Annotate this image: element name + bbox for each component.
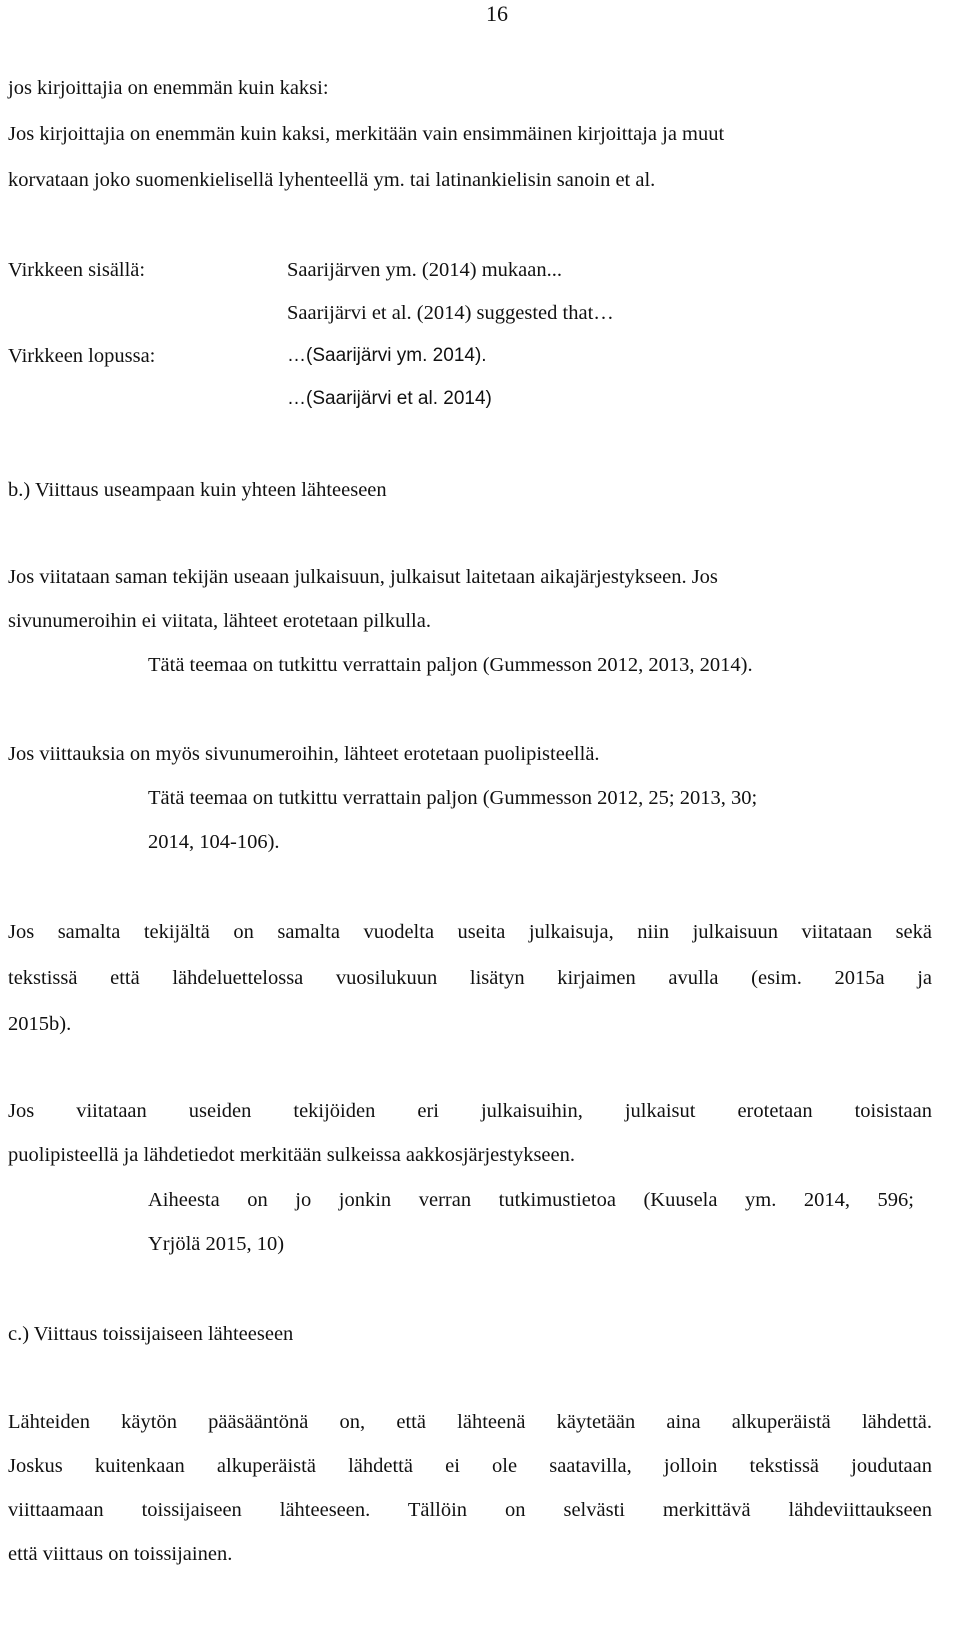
paragraph-line: viittaamaan toissijaiseen lähteeseen. Tällöin on selvästi merkittävä lähdeviittaukseen — [8, 1499, 932, 1521]
paragraph-line: Jos viitataan saman tekijän useaan julkaisuun, julkaisut laitetaan aikajärjestykseen. Jos — [8, 566, 718, 588]
citation-example: …(Saarijärvi et al. 2014) — [287, 388, 492, 409]
paragraph-line: korvataan joko suomenkielisellä lyhenteellä ym. tai latinankielisin sanoin et al. — [8, 169, 656, 191]
citation-example: 2014, 104-106). — [148, 831, 280, 853]
paragraph-line: Jos samalta tekijältä on samalta vuodelta useita julkaisuja, niin julkaisuun viitataan sekä — [8, 921, 932, 943]
mid-sentence-label: Virkkeen sisällä: — [8, 259, 146, 281]
paragraph-line: Jos kirjoittajia on enemmän kuin kaksi, merkitään vain ensimmäinen kirjoittaja ja muut — [8, 123, 725, 145]
citation-example: Aiheesta on jo jonkin verran tutkimustietoa (Kuusela ym. 2014, 596; — [148, 1189, 914, 1211]
paragraph-line: tekstissä että lähdeluettelossa vuosilukuun lisätyn kirjaimen avulla (esim. 2015a ja — [8, 967, 932, 989]
paragraph-line: että viittaus on toissijainen. — [8, 1543, 233, 1565]
citation-example: Tätä teemaa on tutkittu verrattain paljon (Gummesson 2012, 25; 2013, 30; — [148, 787, 758, 809]
paragraph-line: sivunumeroihin ei viitata, lähteet erotetaan pilkulla. — [8, 610, 431, 632]
citation-example: …(Saarijärvi ym. 2014). — [287, 345, 487, 366]
section-b-heading: b.) Viittaus useampaan kuin yhteen lähteeseen — [8, 479, 387, 501]
citation-example: Saarijärvi et al. (2014) suggested that… — [287, 302, 614, 324]
paragraph-line: Jos viitataan useiden tekijöiden eri julkaisuihin, julkaisut erotetaan toisistaan — [8, 1100, 932, 1122]
paragraph-line: 2015b). — [8, 1013, 72, 1035]
paragraph-line: Joskus kuitenkaan alkuperäistä lähdettä ei ole saatavilla, jolloin tekstissä joudutaan — [8, 1455, 932, 1477]
section-a-heading: jos kirjoittajia on enemmän kuin kaksi: — [8, 77, 329, 99]
citation-example: Saarijärven ym. (2014) mukaan... — [287, 259, 562, 281]
citation-example: Tätä teemaa on tutkittu verrattain paljon (Gummesson 2012, 2013, 2014). — [148, 654, 753, 676]
paragraph-line: Lähteiden käytön pääsääntönä on, että lähteenä käytetään aina alkuperäistä lähdettä. — [8, 1411, 932, 1433]
end-sentence-label: Virkkeen lopussa: — [8, 345, 156, 367]
page-number: 16 — [486, 1, 508, 26]
citation-example: Yrjölä 2015, 10) — [148, 1233, 285, 1255]
section-c-heading: c.) Viittaus toissijaiseen lähteeseen — [8, 1323, 294, 1345]
paragraph-line: Jos viittauksia on myös sivunumeroihin, lähteet erotetaan puolipisteellä. — [8, 743, 600, 765]
paragraph-line: puolipisteellä ja lähdetiedot merkitään sulkeissa aakkosjärjestykseen. — [8, 1144, 575, 1166]
